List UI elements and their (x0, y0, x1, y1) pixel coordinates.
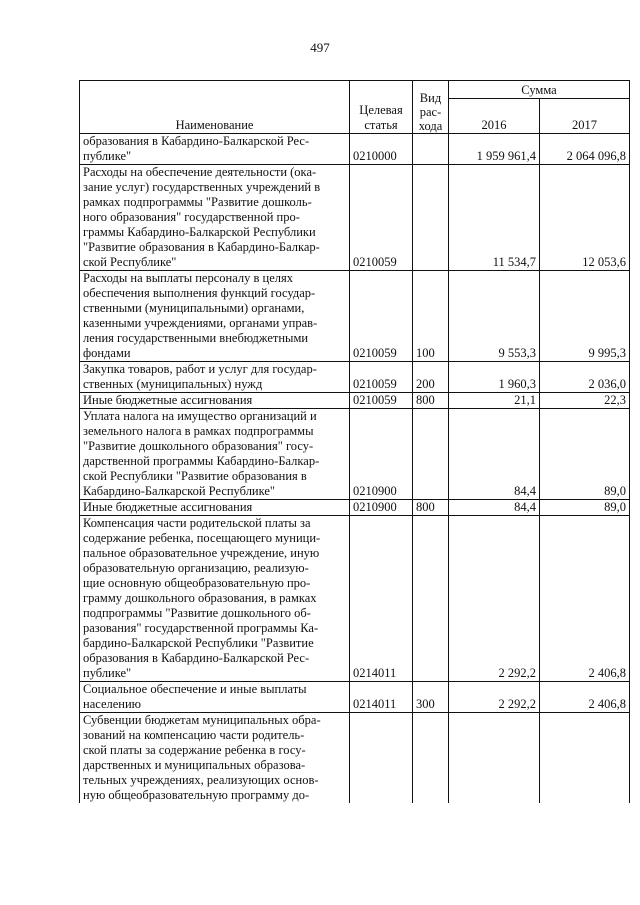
row-name-line: публике" (83, 666, 132, 680)
row-sum-2016: 1 959 961,4 (449, 134, 540, 165)
row-sum-2016: 84,4 (449, 500, 540, 516)
row-expense-kind: 200 (413, 362, 449, 393)
row-target-code: 0210059 (350, 362, 413, 393)
table-row (80, 713, 630, 804)
row-name-line: граммы Кабардино-Балкарской Республики (83, 225, 316, 239)
row-target-code: 0210900 (350, 500, 413, 516)
row-target-code: 0210059 (350, 271, 413, 362)
row-name-line: подпрограммы "Развитие дошкольного об- (83, 606, 311, 620)
row-name-line: дарственной программы Кабардино-Балкар- (83, 454, 320, 468)
row-sum-2017: 9 995,3 (540, 271, 630, 362)
row-sum-2016: 2 292,2 (449, 516, 540, 682)
row-sum-2016: 11 534,7 (449, 165, 540, 271)
row-expense-kind (413, 409, 449, 500)
row-name-line: рамках подпрограммы "Развитие дошколь- (83, 195, 312, 209)
row-name-line: разования" государственной программы Ка- (83, 621, 319, 635)
row-name-line: Субвенции бюджетам муниципальных обра- (83, 713, 321, 727)
row-name-line: бардино-Балкарской Республики "Развитие (83, 636, 314, 650)
row-name-line: Социальное обеспечение и иные выплаты (83, 682, 307, 696)
row-name (80, 713, 350, 804)
table-row (80, 393, 630, 409)
header-name: Наименование (80, 81, 350, 134)
row-name-line: земельного налога в рамках подпрограммы (83, 424, 314, 438)
row-sum-2017: 2 406,8 (540, 516, 630, 682)
row-name-line: ления государственными внебюджетными (83, 331, 309, 345)
row-sum-2017: 2 036,0 (540, 362, 630, 393)
table-row (80, 682, 630, 713)
row-sum-2016: 21,1 (449, 393, 540, 409)
row-sum-2017: 89,0 (540, 500, 630, 516)
row-name-line: Расходы на обеспечение деятельности (ока- (83, 165, 317, 179)
row-name-line: зований на компенсацию части родитель- (83, 728, 305, 742)
row-target-code: 0210000 (350, 134, 413, 165)
row-target-code: 0210059 (350, 393, 413, 409)
header-target: Целевая статья (350, 81, 413, 134)
row-name-line: образования в Кабардино-Балкарской Рес- (83, 134, 310, 148)
row-target-code: 0210059 (350, 165, 413, 271)
header-year-2016: 2016 (449, 99, 540, 134)
row-name (80, 271, 350, 362)
row-target-code: 0210900 (350, 409, 413, 500)
row-name-line: щие основную общеобразовательную про- (83, 576, 311, 590)
row-name-line: "Развитие дошкольного образования" госу- (83, 439, 314, 453)
row-expense-kind: 800 (413, 393, 449, 409)
budget-table (79, 80, 630, 803)
row-name-line: фондами (83, 346, 131, 360)
row-expense-kind: 300 (413, 682, 449, 713)
row-name-line: грамму дошкольного образования, в рамках (83, 591, 317, 605)
table-row (80, 271, 630, 362)
row-name (80, 393, 350, 409)
row-name-line: Иные бюджетные ассигнования (83, 500, 253, 514)
table-row (80, 516, 630, 682)
row-name (80, 682, 350, 713)
table-row (80, 500, 630, 516)
row-name (80, 409, 350, 500)
table-row (80, 165, 630, 271)
row-name-line: обеспечения выполнения функций государ- (83, 286, 316, 300)
row-sum-2017: 89,0 (540, 409, 630, 500)
row-sum-2016: 9 553,3 (449, 271, 540, 362)
table-row (80, 134, 630, 165)
row-name-line: Уплата налога на имущество организаций и (83, 409, 317, 423)
row-name-line: ственными (муниципальными) органами, (83, 301, 305, 315)
row-name (80, 362, 350, 393)
row-name-line: зание услуг) государственных учреждений в (83, 180, 321, 194)
row-name-line: ственных (муниципальных) нужд (83, 377, 263, 391)
row-target-code (350, 713, 413, 804)
row-name (80, 516, 350, 682)
row-name-line: дарственных и муниципальных образова- (83, 758, 306, 772)
row-sum-2017: 12 053,6 (540, 165, 630, 271)
row-name (80, 165, 350, 271)
row-expense-kind (413, 713, 449, 804)
row-name-line: населению (83, 697, 141, 711)
header-sum: Сумма (449, 81, 630, 99)
table-row (80, 362, 630, 393)
row-name (80, 134, 350, 165)
row-name-line: Компенсация части родительской платы за (83, 516, 311, 530)
row-sum-2017: 2 064 096,8 (540, 134, 630, 165)
row-expense-kind: 100 (413, 271, 449, 362)
row-name-line: ного образования" государственной про- (83, 210, 300, 224)
header-kind: Вид рас- хода (413, 81, 449, 134)
row-name-line: образования в Кабардино-Балкарской Рес- (83, 651, 310, 665)
row-sum-2017 (540, 713, 630, 804)
table-body (80, 134, 630, 804)
row-name-line: публике" (83, 149, 132, 163)
row-target-code: 0214011 (350, 682, 413, 713)
row-target-code: 0214011 (350, 516, 413, 682)
row-name (80, 500, 350, 516)
row-name-line: ской Республики "Развитие образования в (83, 469, 307, 483)
row-name-line: пальное образовательное учреждение, иную (83, 546, 320, 560)
row-sum-2017: 2 406,8 (540, 682, 630, 713)
row-name-line: Иные бюджетные ассигнования (83, 393, 253, 407)
row-name-line: Расходы на выплаты персоналу в целях (83, 271, 293, 285)
row-name-line: ской Республике" (83, 255, 177, 269)
row-name-line: тельных учреждениях, реализующих основ- (83, 773, 319, 787)
page-number: 497 (310, 40, 330, 55)
header-year-2017: 2017 (540, 99, 630, 134)
row-name-line: казенными учреждениями, органами управ- (83, 316, 318, 330)
row-expense-kind (413, 165, 449, 271)
row-sum-2016: 84,4 (449, 409, 540, 500)
row-name-line: Кабардино-Балкарской Республике" (83, 484, 276, 498)
table-row (80, 409, 630, 500)
row-sum-2016: 1 960,3 (449, 362, 540, 393)
row-sum-2017: 22,3 (540, 393, 630, 409)
row-sum-2016: 2 292,2 (449, 682, 540, 713)
row-name-line: ской платы за содержание ребенка в госу- (83, 743, 306, 757)
row-name-line: содержание ребенка, посещающего муници- (83, 531, 321, 545)
row-sum-2016 (449, 713, 540, 804)
row-name-line: "Развитие образования в Кабардино-Балкар- (83, 240, 320, 254)
row-name-line: Закупка товаров, работ и услуг для государ- (83, 362, 317, 376)
row-name-line: образовательную организацию, реализую- (83, 561, 309, 575)
row-expense-kind (413, 516, 449, 682)
row-name-line: ную общеобразовательную программу до- (83, 788, 310, 802)
row-expense-kind (413, 134, 449, 165)
row-expense-kind: 800 (413, 500, 449, 516)
